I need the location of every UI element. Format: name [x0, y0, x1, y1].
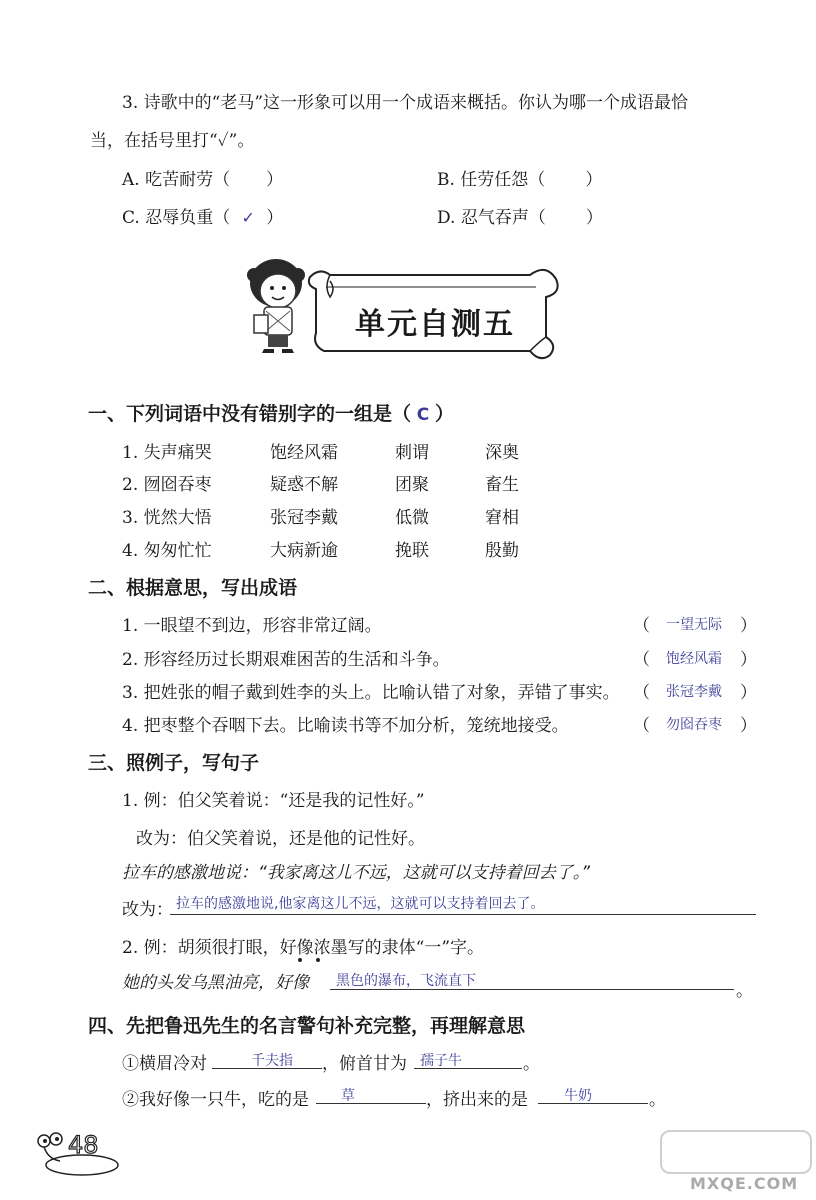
emphasis-dot [298, 958, 302, 962]
checkmark-answer: ✓ [241, 208, 255, 227]
paren-open-4: （ [633, 716, 650, 736]
paren-close-1: ） [740, 616, 757, 636]
section2-answer-2: 饱经风霜 [666, 651, 722, 667]
section2-answer-4: 勿囵吞枣 [666, 717, 722, 733]
section3-example-1-changed: 改为：伯父笑着说，还是他的记性好。 [136, 829, 425, 849]
section1-row-4: 4. 匆匆忙忙 大病新逾 挽联 殷勤 [122, 541, 519, 561]
unit-title: 单元自测五 [355, 307, 515, 342]
paren-open-3: （ [633, 683, 650, 703]
page-number-badge [30, 1125, 130, 1180]
section2-item-2: 2. 形容经历过长期艰难困苦的生活和斗争。 [122, 650, 450, 670]
section2-title: 二、根据意思，写出成语 [88, 577, 298, 599]
section3-question-1: 拉车的感激地说：“我家离这儿不远，这就可以支持着回去了。” [122, 863, 591, 883]
watermark-text: MXQE.COM [690, 1174, 799, 1193]
section4-answer-3: 草 [341, 1088, 355, 1104]
section4-line1-a: ①横眉冷对 [122, 1054, 207, 1074]
q3-option-a: A. 吃苦耐劳（ ） [122, 170, 284, 190]
answer-line [170, 914, 756, 915]
section1-title: 一、下列词语中没有错别字的一组是（ C ） [88, 403, 455, 425]
section3-q1-answer: 拉车的感激地说,他家离这儿不远，这就可以支持着回去了。 [176, 896, 545, 912]
section1-answer: C [416, 405, 430, 425]
girl-cartoon-icon [247, 259, 305, 353]
emphasis-dot [316, 958, 320, 962]
section2-item-4: 4. 把枣整个吞咽下去。比喻读书等不加分析，笼统地接受。 [122, 716, 569, 736]
q3-line2: 当，在括号里打“✓”。 [90, 131, 255, 151]
answer-line [330, 989, 734, 990]
section3-example-1: 1. 例：伯父笑着说：“还是我的记性好。” [122, 791, 425, 811]
q3-option-c: C. 忍辱负重（ ✓ ） [122, 208, 284, 228]
section3-example-2: 2. 例：胡须很打眼，好像浓墨写的隶体“一”字。 [122, 938, 485, 958]
answer-line [414, 1068, 522, 1069]
section4-line2-a: ②我好像一只牛，吃的是 [122, 1090, 309, 1110]
section4-answer-4: 牛奶 [564, 1088, 592, 1104]
section2-answer-3: 张冠李戴 [666, 684, 722, 700]
section3-q2-answer: 黑色的瀑布，飞流直下 [336, 973, 476, 989]
section4-line2-b: ，挤出来的是 [426, 1090, 528, 1110]
section2-item-1: 1. 一眼望不到边，形容非常辽阔。 [122, 616, 382, 636]
q3-line1: 3. 诗歌中的“老马”这一形象可以用一个成语来概括。你认为哪一个成语最恰 [122, 93, 689, 113]
section4-line1-end: 。 [523, 1054, 540, 1074]
section2-answer-1: 一望无际 [666, 617, 722, 633]
answer-line [316, 1103, 426, 1104]
paren-open-1: （ [633, 616, 650, 636]
q3-option-d: D. 忍气吞声（ ） [437, 208, 603, 228]
answer-line [212, 1068, 322, 1069]
paren-open-2: （ [633, 650, 650, 670]
answer-line [538, 1103, 648, 1104]
section1-row-3: 3. 恍然大悟 张冠李戴 低微 窘相 [122, 508, 519, 528]
section3-q2-prefix: 她的头发乌黑油亮，好像 [122, 973, 309, 993]
paren-close-3: ） [740, 683, 757, 703]
section1-row-2: 2. 囫囵吞枣 疑惑不解 团聚 畜生 [122, 475, 519, 495]
unit-banner [240, 245, 580, 365]
paren-close-4: ） [740, 716, 757, 736]
section4-answer-2: 孺子牛 [420, 1053, 462, 1069]
q3-option-b: B. 任劳任怨（ ） [437, 170, 603, 190]
section4-answer-1: 千夫指 [251, 1053, 293, 1069]
section4-line2-end: 。 [649, 1090, 666, 1110]
paren-close-2: ） [740, 650, 757, 670]
section3-title: 三、照例子，写句子 [88, 752, 260, 774]
section2-item-3: 3. 把姓张的帽子戴到姓李的头上。比喻认错了对象，弄错了事实。 [122, 683, 620, 703]
page-number: 48 [68, 1131, 99, 1159]
section1-row-1: 1. 失声痛哭 饱经风霜 刺谓 深奥 [122, 443, 519, 463]
section3-q2-end: 。 [736, 981, 753, 1001]
section3-q1-prefix: 改为： [122, 900, 173, 920]
watermark-logo [660, 1130, 810, 1195]
section4-line1-b: ，俯首甘为 [322, 1054, 407, 1074]
section4-title: 四、先把鲁迅先生的名言警句补充完整，再理解意思 [88, 1015, 526, 1037]
